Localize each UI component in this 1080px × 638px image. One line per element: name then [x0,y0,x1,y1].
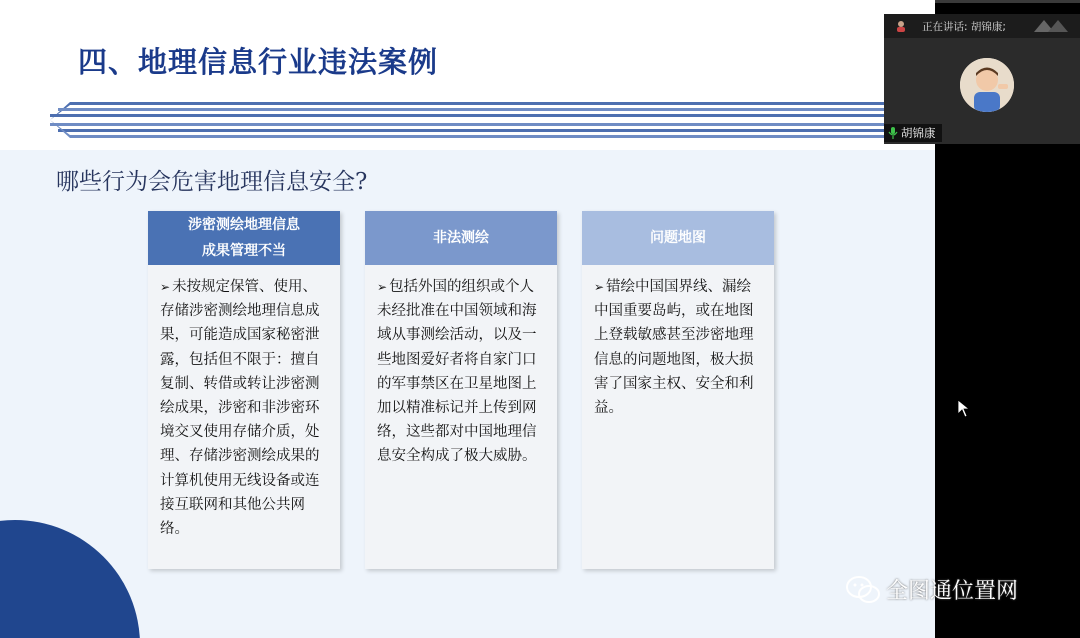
card-body [582,265,774,420]
card-text: 包括外国的组织或个人未经批准在中国领域和海域从事测绘活动，以及一些地图爱好者将自家门口的军事禁区在卫星地图上加以精准标记并上传到网络，这些都对中国地理信息安全构成了极大威胁。 [377,279,537,465]
participant-name-bar [884,124,942,142]
card-text: 未按规定保管、使用、存储涉密测绘地理信息成果，可能造成国家秘密泄露，包括但不限于：擅自复制、转借或转让涉密测绘成果，涉密和非涉密环境交叉使用存储介质，处理、存储涉密测绘成果的计算机使用无线设备或连接互联网和其他公共网络。 [160,279,320,538]
card-text: 错绘中国国界线、漏绘中国重要岛屿，或在地图上登载敏感甚至涉密地理信息的问题地图，极大损害了国家主权、安全和利益。 [594,279,754,417]
slide-title: 四、地理信息行业违法案例 [78,45,439,79]
watermark-text: 全图通位置网 [886,579,1019,604]
card-heading-line: 成果管理不当 [202,243,286,259]
video-top-bar [884,14,1080,38]
card-heading [582,211,774,265]
card-heading [365,211,557,265]
card-heading-line: 问题地图 [650,230,706,246]
video-tile[interactable] [884,14,1080,144]
arrow-bullet-icon: ➢ [594,280,605,294]
card-secret-surveying [148,211,340,569]
mouse-cursor-icon [958,400,970,418]
card-body [148,265,340,541]
card-body [365,265,557,469]
participant-name: 胡锦康 [901,126,936,140]
section-question: 哪些行为会危害地理信息安全? [56,169,368,195]
arrow-bullet-icon: ➢ [160,280,171,294]
participant-avatar [960,58,1014,112]
card-heading [148,211,340,265]
card-heading-line: 非法测绘 [433,230,489,246]
speaker-avatar-icon [894,19,908,33]
network-signal-icon [1034,20,1074,32]
header-stripes [50,102,935,138]
speaking-label: 正在讲话: 胡锦康; [922,21,1006,33]
decorative-circle [0,520,140,638]
source-watermark [846,574,1018,605]
wechat-icon [846,575,880,605]
card-illegal-surveying [365,211,557,569]
card-heading-line: 涉密测绘地理信息 [188,217,300,233]
card-problem-map [582,211,774,569]
mic-icon [888,127,898,139]
arrow-bullet-icon: ➢ [377,280,388,294]
